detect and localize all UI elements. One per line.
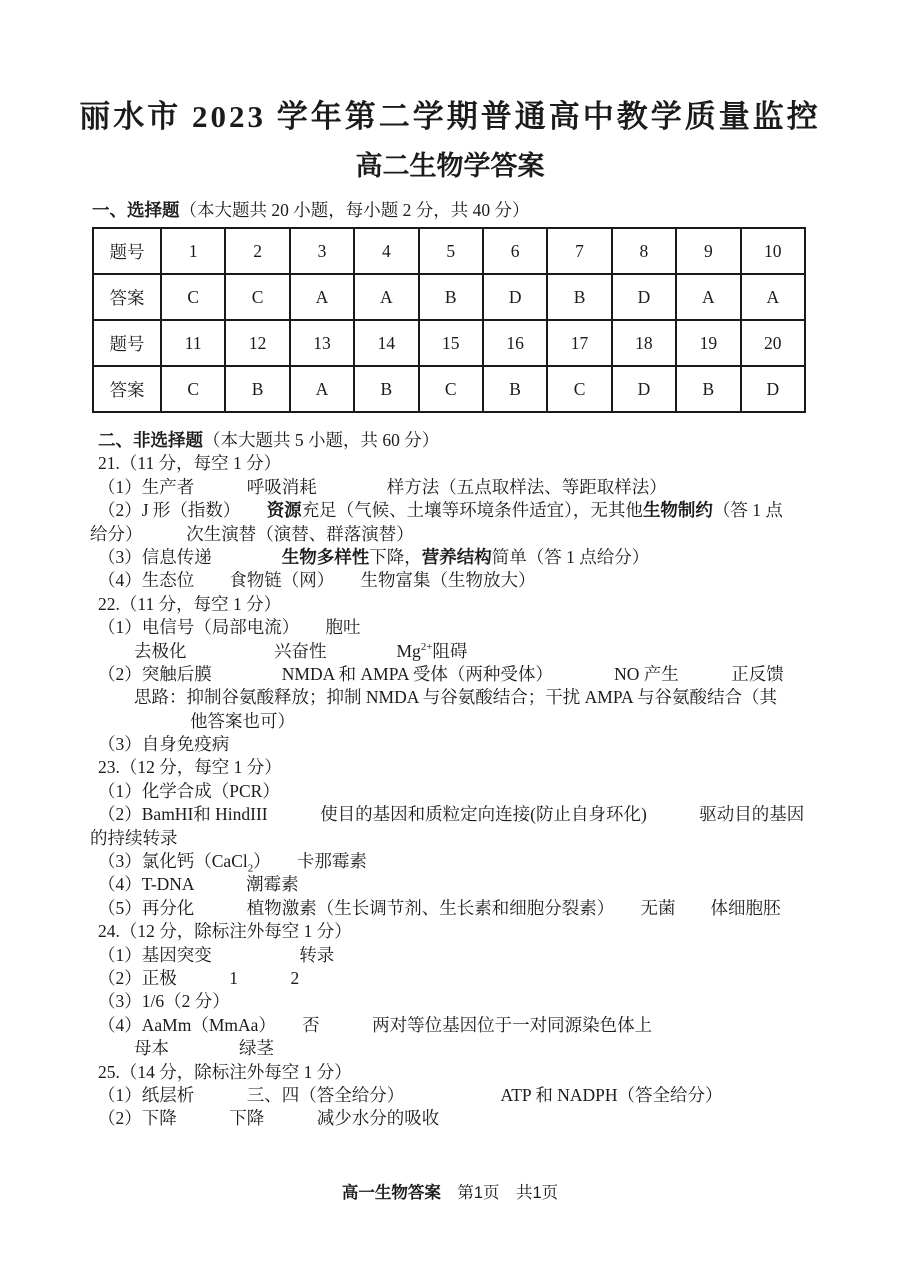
text-segment: ） 卡那霉素 [253, 851, 367, 872]
table-cell: D [612, 366, 676, 412]
text-segment: 23.（12 分，每空 1 分） [98, 757, 282, 778]
text-segment: （答 1 点 [712, 500, 783, 521]
table-cell: 15 [419, 320, 483, 366]
text-segment: （4）T-DNA 潮霉素 [98, 874, 299, 895]
answer-line [90, 990, 810, 1013]
answer-line [90, 429, 810, 452]
answer-table-body [93, 228, 805, 412]
answer-line [90, 476, 810, 499]
answer-line [90, 452, 810, 475]
answer-line [90, 1061, 810, 1084]
answer-line [90, 616, 810, 639]
text-segment: 22.（11 分，每空 1 分） [98, 593, 282, 614]
table-cell: B [547, 274, 611, 320]
text-segment: 充足（气候、土壤等环境条件适宜），无其他 [301, 500, 643, 521]
text-segment: 母本 绿茎 [134, 1038, 274, 1059]
text-segment: 高一生物答案 [341, 1184, 441, 1202]
answer-table [92, 227, 806, 413]
table-cell: 5 [419, 228, 483, 274]
table-cell: 11 [161, 320, 225, 366]
text-segment: （3）1/6（2 分） [98, 991, 230, 1012]
answer-line [90, 499, 810, 522]
answer-lines [90, 429, 810, 1131]
text-segment: （4）生态位 食物链（网） 生物富集（生物放大） [98, 570, 536, 591]
text-segment: 他答案也可） [190, 710, 295, 731]
table-row [93, 228, 805, 274]
table-row-label: 题号 [93, 228, 161, 274]
table-cell: 13 [290, 320, 354, 366]
table-row [93, 366, 805, 412]
text-segment: 资源 [266, 500, 302, 521]
table-cell: C [161, 274, 225, 320]
answer-line [90, 1084, 810, 1107]
table-row-label: 答案 [93, 366, 161, 412]
section-choice-heading [92, 199, 810, 221]
answer-line [90, 1014, 810, 1037]
table-cell: D [483, 274, 547, 320]
text-segment: （3）氯化钙（CaCl [98, 851, 248, 872]
answer-line [90, 780, 810, 803]
table-cell: 7 [547, 228, 611, 274]
text-segment: 2+ [420, 640, 433, 653]
text-segment: 给分） 次生演替（演替、群落演替） [90, 523, 414, 544]
table-cell: B [483, 366, 547, 412]
answer-line [90, 827, 810, 850]
table-cell: D [741, 366, 805, 412]
table-cell: 14 [354, 320, 418, 366]
text-segment: （5）再分化 植物激素（生长调节剂、生长素和细胞分裂素） 无菌 体细胞胚 [98, 897, 781, 918]
answer-line [90, 850, 810, 873]
table-cell: 9 [676, 228, 740, 274]
text-segment: 生物制约 [642, 500, 713, 521]
text-segment: 阻碍 [432, 640, 468, 661]
text-segment: 下降， [369, 546, 422, 567]
text-segment: （2）正极 1 2 [98, 967, 300, 988]
text-segment: 思路：抑制谷氨酸释放；抑制 NMDA 与谷氨酸结合；干扰 AMPA 与谷氨酸结合（其 [134, 687, 778, 708]
table-cell: 16 [483, 320, 547, 366]
answer-line [90, 1107, 810, 1130]
text-segment: （1）基因突变 转录 [98, 944, 335, 965]
table-cell: 6 [483, 228, 547, 274]
text-segment: （2）J 形（指数） [98, 500, 267, 521]
answer-line [90, 756, 810, 779]
answer-line [90, 967, 810, 990]
text-segment: （2）突触后膜 NMDA 和 AMPA 受体（两种受体） NO 产生 正反馈 [98, 663, 784, 684]
table-cell: 10 [741, 228, 805, 274]
answer-line [90, 803, 810, 826]
answer-line [90, 640, 810, 663]
text-segment: 24.（12 分，除标注外每空 1 分） [98, 921, 352, 942]
answer-line [90, 663, 810, 686]
text-segment: （本大题共 5 小题，共 60 分） [203, 430, 440, 450]
text-segment: （1）生产者 呼吸消耗 样方法（五点取样法、等距取样法） [98, 476, 667, 497]
table-cell: 3 [290, 228, 354, 274]
answer-line [90, 546, 810, 569]
text-segment: （1）电信号（局部电流） 胞吐 [98, 617, 361, 638]
document-title: 丽水市 2023 学年第二学期普通高中教学质量监控 [79, 99, 821, 134]
table-cell: 18 [612, 320, 676, 366]
text-segment: 简单（答 1 点给分） [491, 546, 650, 567]
text-segment: 第1页 共1页 [440, 1184, 559, 1202]
table-cell: B [225, 366, 289, 412]
text-segment: （3）信息传递 [98, 546, 282, 567]
table-cell: A [290, 274, 354, 320]
table-cell: 1 [161, 228, 225, 274]
table-cell: B [419, 274, 483, 320]
answer-line [90, 944, 810, 967]
table-row [93, 274, 805, 320]
table-cell: C [225, 274, 289, 320]
document-subtitle: 高二生物学答案 [355, 151, 545, 181]
text-segment: 的持续转录 [90, 827, 178, 848]
table-row-label: 答案 [93, 274, 161, 320]
answer-line [90, 523, 810, 546]
table-cell: 19 [676, 320, 740, 366]
table-cell: 4 [354, 228, 418, 274]
table-cell: C [547, 366, 611, 412]
text-segment: （1）化学合成（PCR） [98, 780, 280, 801]
answer-line [90, 569, 810, 592]
answer-line [90, 710, 810, 733]
table-cell: C [419, 366, 483, 412]
table-cell: 20 [741, 320, 805, 366]
answer-line [90, 686, 810, 709]
text-segment: 生物多样性 [281, 546, 370, 567]
text-segment: （本大题共 20 小题，每小题 2 分，共 40 分） [179, 200, 530, 220]
table-cell: 17 [547, 320, 611, 366]
text-segment: （3）自身免疫病 [98, 734, 230, 755]
text-segment: 2 [247, 862, 254, 875]
answer-line [90, 1037, 810, 1060]
answer-line [90, 593, 810, 616]
text-segment: （2）BamHI和 HindIII 使目的基因和质粒定向连接(防止自身环化) 驱动目的基因 [98, 804, 805, 825]
text-segment: （2）下降 下降 减少水分的吸收 [98, 1108, 440, 1129]
table-cell: B [676, 366, 740, 412]
text-segment: 营养结构 [421, 546, 492, 567]
table-cell: B [354, 366, 418, 412]
table-cell: 8 [612, 228, 676, 274]
table-cell: A [290, 366, 354, 412]
text-segment: 25.（14 分，除标注外每空 1 分） [98, 1061, 352, 1082]
text-segment: 二、非选择题 [98, 430, 203, 450]
table-cell: 12 [225, 320, 289, 366]
table-cell: A [354, 274, 418, 320]
text-segment: 21.（11 分，每空 1 分） [98, 453, 282, 474]
table-cell: 2 [225, 228, 289, 274]
text-segment: 去极化 兴奋性 Mg [134, 640, 421, 661]
table-row-label: 题号 [93, 320, 161, 366]
page-footer [0, 1179, 900, 1203]
answer-line [90, 733, 810, 756]
table-cell: A [741, 274, 805, 320]
document-content [90, 199, 810, 1131]
answer-line [90, 897, 810, 920]
table-cell: A [676, 274, 740, 320]
text-segment: （4）AaMm（MmAa） 否 两对等位基因位于一对同源染色体上 [98, 1014, 653, 1035]
table-cell: C [161, 366, 225, 412]
text-segment: （1）纸层析 三、四（答全给分） ATP 和 NADPH（答全给分） [98, 1084, 723, 1105]
answer-line [90, 873, 810, 896]
answer-line [90, 920, 810, 943]
table-cell: D [612, 274, 676, 320]
text-segment: 一、选择题 [92, 200, 180, 220]
table-row [93, 320, 805, 366]
